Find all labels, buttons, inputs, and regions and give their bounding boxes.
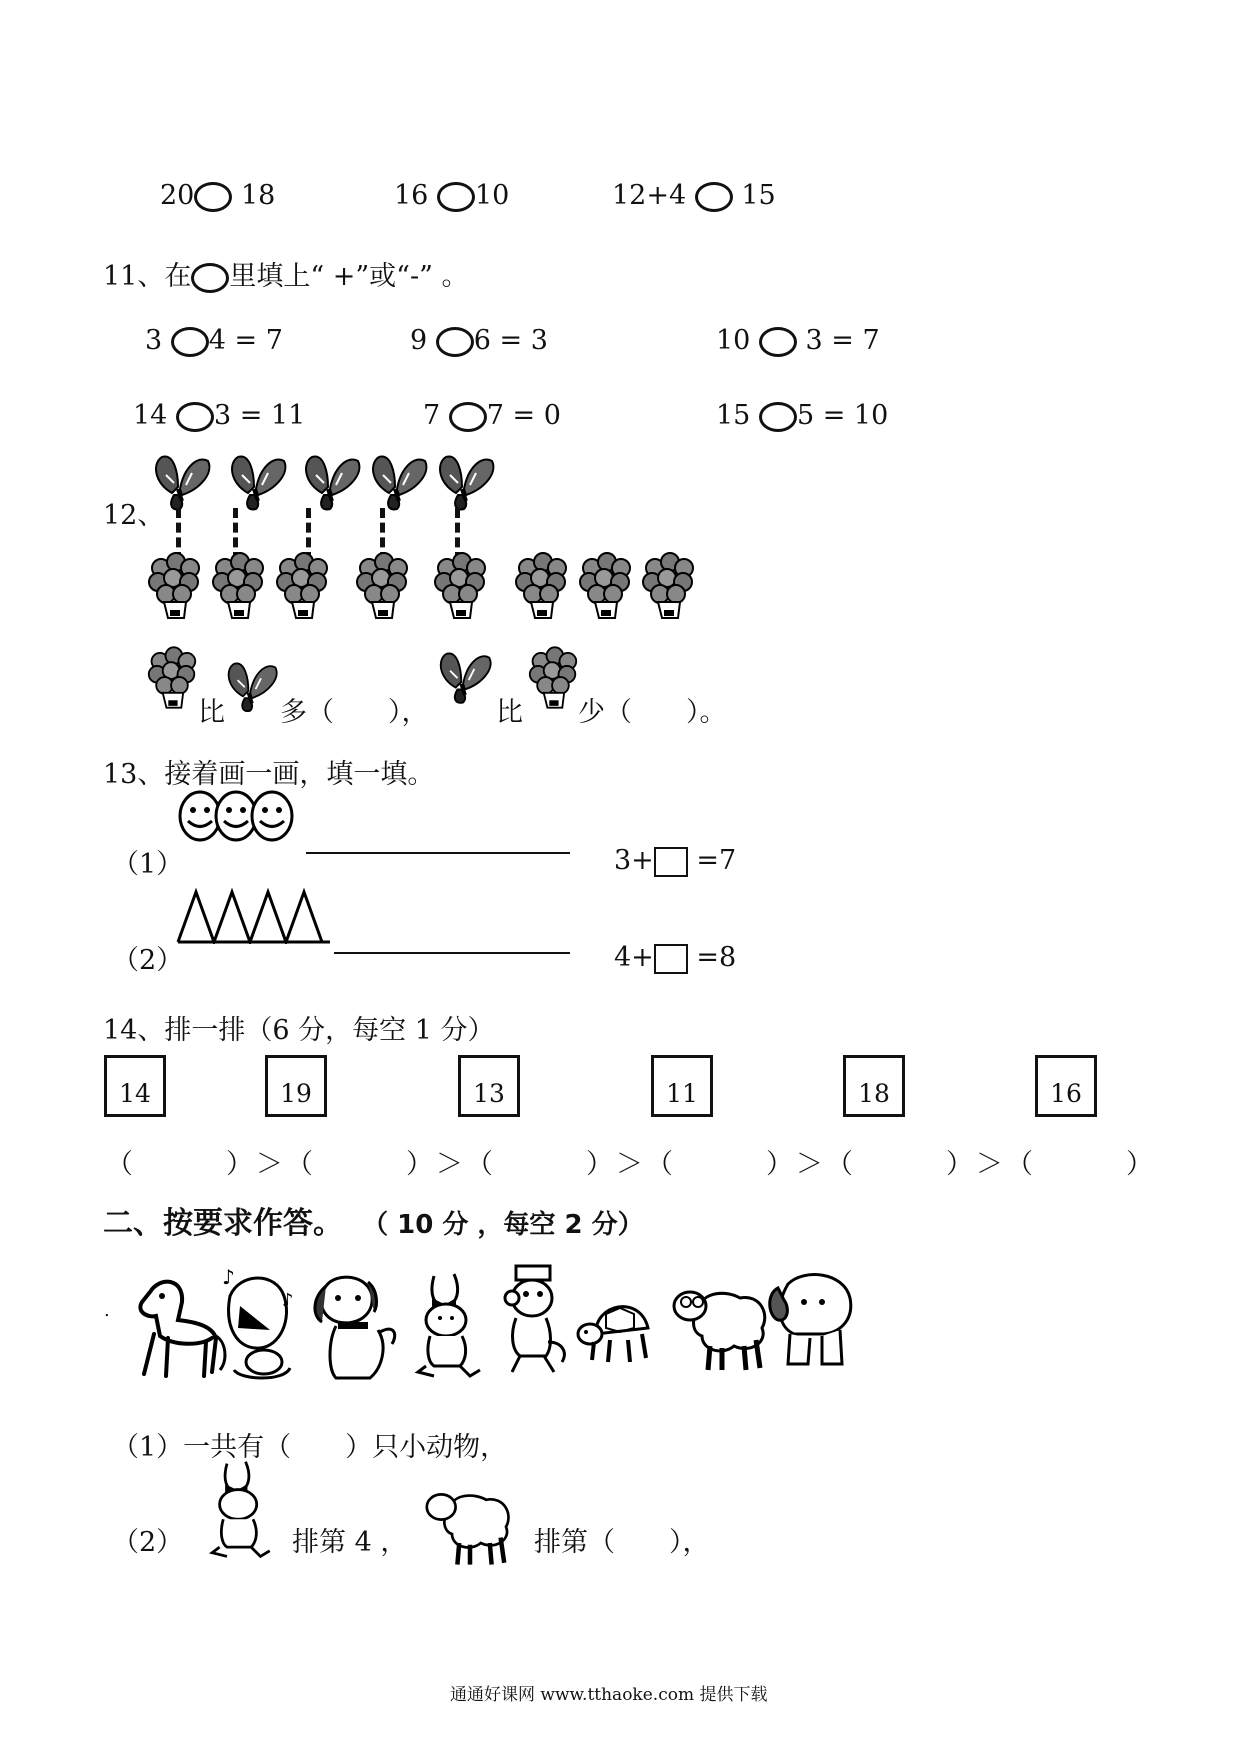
answer-2-blank[interactable]: 排第（ ）， bbox=[534, 1527, 710, 1558]
part-2-label: （2） bbox=[112, 945, 184, 976]
answer-2-text: 排第 4 ， bbox=[292, 1527, 408, 1558]
compare-left: 12+4 bbox=[612, 180, 687, 211]
elephant-icon bbox=[764, 1268, 858, 1372]
answer-blank-2[interactable]: 少（ ）。 bbox=[578, 697, 727, 728]
blank-circle[interactable] bbox=[176, 402, 214, 432]
answer-2-label: （2） bbox=[112, 1527, 184, 1558]
butterfly-icon bbox=[437, 650, 493, 712]
blank-circle[interactable] bbox=[171, 327, 209, 357]
operand: 5 = 10 bbox=[796, 400, 889, 431]
drawing-line[interactable] bbox=[334, 952, 570, 954]
title-text: 里填上“ +”或“-” 。 bbox=[229, 261, 469, 292]
equation bbox=[716, 325, 880, 357]
butterfly-icon bbox=[302, 453, 362, 519]
operand: =7 bbox=[696, 845, 737, 876]
drawing-line[interactable] bbox=[306, 852, 570, 854]
operand: 7 bbox=[423, 400, 441, 431]
flower-icon bbox=[146, 552, 202, 620]
number-card: 16 bbox=[1035, 1055, 1097, 1117]
operand: 14 bbox=[133, 400, 168, 431]
answer-blank-1[interactable]: 多（ ）， bbox=[280, 697, 429, 728]
number-card: 19 bbox=[265, 1055, 327, 1117]
flower-icon bbox=[577, 552, 633, 620]
blank-circle[interactable] bbox=[437, 182, 475, 212]
blank-circle[interactable] bbox=[194, 182, 232, 212]
equation-1 bbox=[614, 845, 736, 877]
number-card: 18 bbox=[843, 1055, 905, 1117]
turtle-icon bbox=[576, 1284, 656, 1370]
answer-box[interactable] bbox=[654, 847, 688, 877]
operand: 3 = 7 bbox=[805, 325, 880, 356]
footer-text: 通通好课网 www.tthaoke.com 提供下载 bbox=[450, 1685, 768, 1705]
equation bbox=[423, 400, 561, 432]
operand: 10 bbox=[716, 325, 751, 356]
flower-icon bbox=[640, 552, 696, 620]
equation-2 bbox=[614, 942, 736, 974]
compare-right: 15 bbox=[741, 180, 776, 211]
operand: 4+ bbox=[614, 942, 654, 973]
answer-1[interactable]: （1）一共有（ ）只小动物， bbox=[112, 1432, 508, 1463]
equation bbox=[133, 400, 305, 432]
section-title: 二、按要求作答。 bbox=[103, 1206, 343, 1241]
flower-icon bbox=[210, 552, 266, 620]
operand: 3 bbox=[145, 325, 163, 356]
horse-icon bbox=[120, 1272, 230, 1384]
flower-icon bbox=[274, 552, 330, 620]
answer-box[interactable] bbox=[654, 944, 688, 974]
compare-word: 比 bbox=[496, 697, 523, 728]
monkey-icon bbox=[490, 1262, 572, 1382]
blank-circle[interactable] bbox=[759, 327, 797, 357]
smiley-face-icon bbox=[250, 790, 294, 842]
circle-symbol bbox=[191, 263, 229, 293]
blank-circle[interactable] bbox=[695, 182, 733, 212]
ordering-blanks[interactable]: （ ）＞（ ）＞（ ）＞（ ）＞（ ）＞（ ） bbox=[106, 1149, 1156, 1180]
question-12-number: 12、 bbox=[103, 500, 165, 531]
title-text: 11、在 bbox=[103, 261, 192, 292]
rabbit-icon bbox=[410, 1270, 486, 1382]
compare-item bbox=[612, 180, 776, 212]
dog-icon bbox=[308, 1268, 400, 1384]
rabbit-icon bbox=[204, 1458, 276, 1562]
compare-word: 比 bbox=[198, 697, 225, 728]
question-11-title bbox=[103, 254, 468, 293]
compare-item bbox=[394, 180, 509, 212]
part-1-label: （1） bbox=[112, 849, 184, 880]
operand: =8 bbox=[696, 942, 737, 973]
number-card: 13 bbox=[458, 1055, 520, 1117]
operand: 4 = 7 bbox=[208, 325, 283, 356]
flower-icon bbox=[513, 552, 569, 620]
operand: 3+ bbox=[614, 845, 654, 876]
number-card: 14 bbox=[104, 1055, 166, 1117]
flower-icon bbox=[146, 645, 198, 711]
compare-left: 20 bbox=[160, 180, 195, 211]
frog-icon bbox=[220, 1266, 304, 1384]
section-score: （ 10 分 ，每空 2 分） bbox=[362, 1210, 644, 1240]
operand: 3 = 11 bbox=[213, 400, 306, 431]
butterfly-icon bbox=[152, 453, 212, 519]
sheep-icon bbox=[420, 1480, 520, 1570]
section-2-heading bbox=[103, 1198, 644, 1242]
flower-icon bbox=[432, 552, 488, 620]
operand: 15 bbox=[716, 400, 751, 431]
blank-circle[interactable] bbox=[449, 402, 487, 432]
blank-circle[interactable] bbox=[759, 402, 797, 432]
lead-dot: . bbox=[104, 1300, 110, 1321]
operand: 7 = 0 bbox=[486, 400, 561, 431]
operand: 9 bbox=[410, 325, 428, 356]
svg-text:♪: ♪ bbox=[282, 1290, 294, 1311]
butterfly-icon bbox=[369, 453, 429, 519]
compare-right: 10 bbox=[474, 180, 510, 211]
operand: 6 = 3 bbox=[473, 325, 548, 356]
question-13-title: 13、接着画一画，填一填。 bbox=[103, 759, 435, 790]
butterfly-icon bbox=[225, 660, 279, 720]
sheep-icon bbox=[670, 1276, 774, 1376]
compare-right: 18 bbox=[240, 180, 276, 211]
butterfly-icon bbox=[436, 453, 496, 519]
equation bbox=[716, 400, 888, 432]
triangles-icon bbox=[176, 888, 332, 944]
number-card: 11 bbox=[651, 1055, 713, 1117]
flower-icon bbox=[527, 645, 579, 711]
equation bbox=[410, 325, 548, 357]
flower-icon bbox=[354, 552, 410, 620]
compare-row-q10 bbox=[160, 180, 275, 212]
blank-circle[interactable] bbox=[436, 327, 474, 357]
svg-text:♪: ♪ bbox=[222, 1266, 235, 1289]
question-14-title: 14、排一排（6 分，每空 1 分） bbox=[103, 1015, 495, 1046]
compare-left: 16 bbox=[394, 180, 429, 211]
equation bbox=[145, 325, 283, 357]
